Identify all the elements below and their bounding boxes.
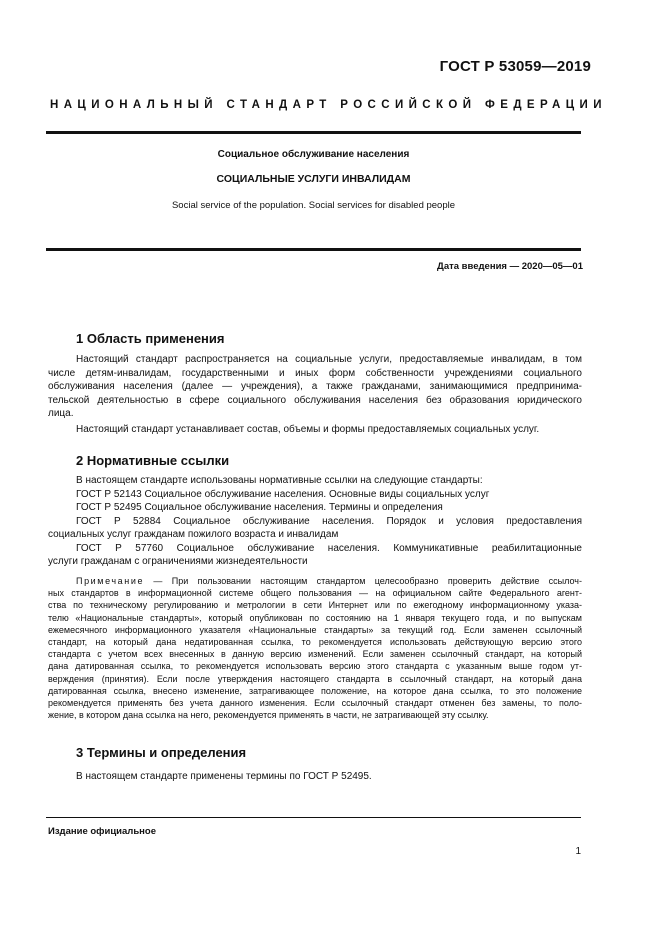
reference-gost-57760-line-1: ГОСТ Р 57760 Социальное обслуживание населения. Коммуникативные реабилитационные: [76, 543, 582, 554]
document-subtitle: Социальное обслуживание населения: [217, 149, 410, 160]
document-title: СОЦИАЛЬНЫЕ УСЛУГИ ИНВАЛИДАМ: [216, 173, 411, 185]
header-rule: [46, 131, 581, 134]
text-line: обслуживания населения (далее — учреждения), а также гражданами, занимающимися предпринима-: [48, 381, 582, 392]
section-3-heading: 3 Термины и определения: [76, 745, 247, 760]
footer-rule: [46, 817, 581, 818]
section-1-heading: 1 Область применения: [76, 331, 225, 346]
text-line: тельской деятельностью в сфере социального обслуживания населения без образования юридического: [48, 394, 582, 406]
section-2-note: [48, 575, 582, 721]
note-line: ных стандартов в информационной системе общего пользования — на официальном сайте Федерального агент-: [48, 588, 582, 599]
document-title-english: Social service of the population. Social services for disabled people: [171, 200, 456, 211]
section-2-heading: 2 Нормативные ссылки: [76, 453, 230, 468]
title-rule: [46, 248, 581, 251]
reference-gost-52884-line-1: ГОСТ Р 52884 Социальное обслуживание населения. Порядок и условия предоставления: [76, 516, 582, 527]
note-line: Примечание — При пользовании настоящим стандартом целесообразно проверить действие ссылоч-: [76, 576, 582, 586]
note-label: Примечание: [76, 576, 145, 586]
note-line: датированная ссылка, внесено изменение, затрагивающее положение, на которое дана ссылка, то это положение: [48, 685, 582, 696]
text-line: числе детям-инвалидам, государственными и иных форм собственности учреждениями социального: [48, 367, 582, 379]
reference-gost-52884-line-2: социальных услуг гражданам пожилого возраста и инвалидам: [48, 529, 339, 540]
section-3-paragraph-1: В настоящем стандарте применены термины по ГОСТ Р 52495.: [76, 771, 372, 782]
section-2-intro: В настоящем стандарте использованы нормативные ссылки на следующие стандарты:: [76, 475, 483, 486]
section-1-paragraph-1: [48, 353, 582, 421]
note-line: стандарта с учетом всех внесенных в данную версию изменений. Если заменен ссылочный стандарт, на который: [48, 649, 582, 660]
national-standard-heading: НАЦИОНАЛЬНЫЙ СТАНДАРТ РОССИЙСКОЙ ФЕДЕРАЦИИ: [50, 99, 607, 111]
reference-gost-52143: ГОСТ Р 52143 Социальное обслуживание населения. Основные виды социальных услуг: [76, 489, 490, 500]
note-line: стандарт, на который дана недатированная ссылка, то рекомендуется использовать действующую версию этого: [48, 637, 582, 648]
note-line: рекомендуется применять без учета данного изменения. Если ссылочный стандарт отменен без замены, то поло-: [48, 698, 582, 709]
text-line: Настоящий стандарт распространяется на социальные услуги, предоставляемые инвалидам, в том: [76, 354, 582, 365]
page-number: 1: [575, 846, 581, 857]
note-line: жение, в котором дана ссылка на него, рекомендуется применять в части, не затрагивающей эту ссылку.: [48, 710, 489, 721]
section-1-paragraph-2: Настоящий стандарт устанавливает состав, объемы и формы предоставляемых социальных услуг.: [76, 424, 540, 435]
text-line: лица.: [48, 408, 74, 419]
note-line: дана датированная ссылка, то рекомендуется использовать версию этого стандарта с указанным выше годом ут-: [48, 661, 582, 672]
reference-gost-57760-line-2: услуги гражданам с ограничениями жизнедеятельности: [48, 556, 308, 567]
note-line: телю «Национальные стандарты», который опубликован по состоянию на 1 января текущего года, и по выпускам: [48, 612, 582, 623]
reference-gost-52495: ГОСТ Р 52495 Социальное обслуживание населения. Термины и определения: [76, 502, 443, 513]
official-edition-label: Издание официальное: [48, 826, 156, 837]
note-line: верждения (принятия). Если после утверждения настоящего стандарта в ссылочный стандарт, на который дана: [48, 673, 582, 684]
document-code: ГОСТ Р 53059—2019: [439, 58, 591, 75]
note-line: ежемесячного информационного указателя «Национальные стандарты» за текущий год. Если заменен ссылочный: [48, 624, 582, 635]
introduction-date: Дата введения — 2020—05—01: [437, 261, 583, 272]
note-line: ства по техническому регулированию и метрологии в сети Интернет или по ежегодному информационному указа-: [48, 600, 582, 611]
